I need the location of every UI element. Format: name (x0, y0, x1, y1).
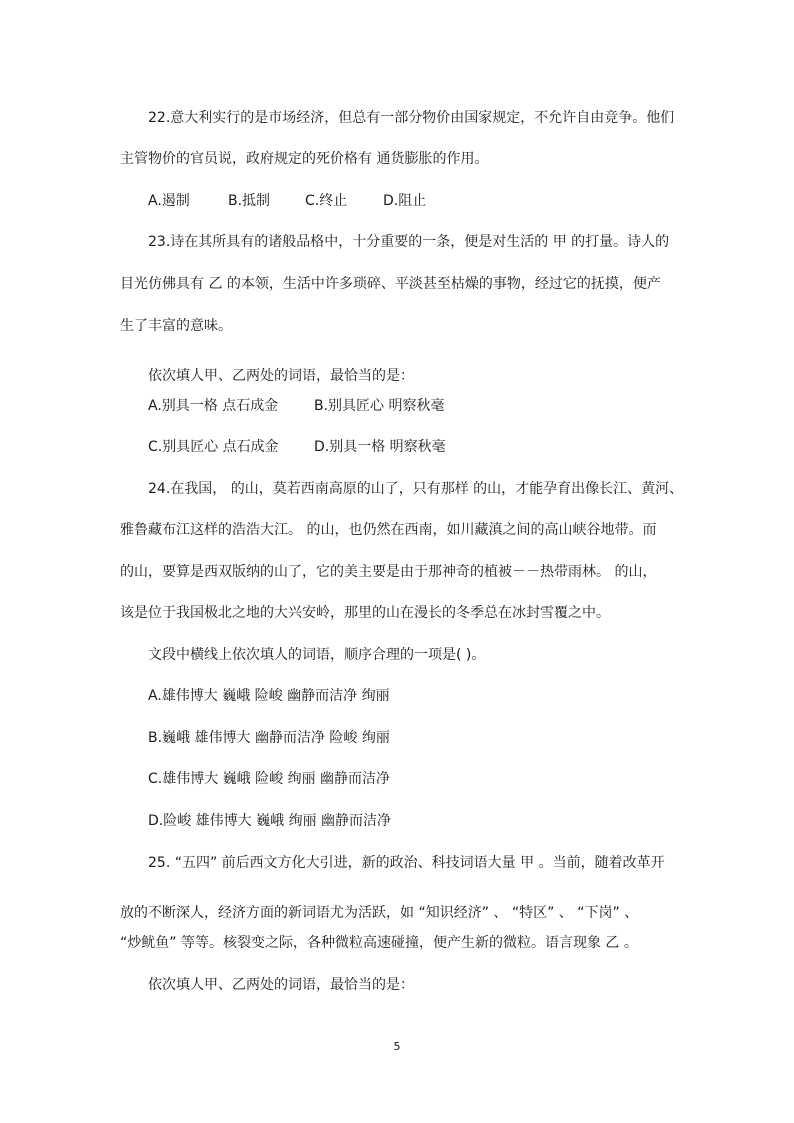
page-number: 5 (393, 1040, 401, 1053)
q25-line-2: 放的不断深人，经济方面的新词语尤为活跃，如 “知识经济” 、 “特区” 、 “下岗” 、 (120, 905, 639, 921)
q24-prompt: 文段中横线上依次填人的词语，顺序合理的一项是( )。 (148, 647, 486, 663)
q22-line-2: 主管物价的官员说，政府规定的死价格有 通货膨胀的作用。 (120, 151, 489, 167)
q24-option-a: A.雄伟博大 巍峨 险峻 幽静而洁净 绚丽 (148, 688, 390, 704)
q25-line-3: “炒鱿鱼” 等等。核裂变之际，各种微粒高速碰撞，便产生新的微粒。语言现象 乙 。 (120, 935, 638, 951)
q22-option-b: B.抵制 (228, 193, 271, 209)
q22-option-c: C.终止 (305, 193, 348, 209)
q23-line-2: 目光仿佛具有 乙 的本领，生活中许多琐碎、平淡甚至枯燥的事物，经过它的抚摸，便产 (120, 276, 661, 292)
q23-option-d: D.别具一格 明察秋毫 (314, 439, 446, 455)
q23-line-3: 生了丰富的意味。 (120, 318, 232, 334)
q23-option-b: B.别具匠心 明察秋毫 (314, 398, 445, 414)
q23-option-c: C.别具匠心 点石成金 (148, 439, 279, 455)
q24-option-c: C.雄伟博大 巍峨 险峻 绚丽 幽静而洁净 (148, 771, 391, 787)
q22-option-a: A.遏制 (148, 193, 190, 209)
q23-prompt: 依次填人甲、乙两处的词语，最恰当的是： (148, 368, 414, 384)
q24-line-3: 的山，要算是西双版纳的山了，它的美主要是由于那神奇的植被－－热带雨林。 的山， (120, 564, 657, 580)
q22-option-d: D.阻止 (383, 193, 427, 209)
q24-line-1: 24.在我国， 的山，莫若西南高原的山了，只有那样 的山，才能孕育出像长江、黄河、 (148, 481, 684, 497)
q22-line-1: 22.意大利实行的是市场经济，但总有一部分物价由国家规定，不允许自由竞争。他们 (148, 110, 675, 126)
q24-line-2: 雅鲁藏布江这样的浩浩大江。 的山，也仍然在西南，如川藏滇之间的高山峡谷地带。而 (120, 522, 657, 538)
q24-option-d: D.险峻 雄伟博大 巍峨 绚丽 幽静而洁净 (148, 813, 392, 829)
q24-option-b: B.巍峨 雄伟博大 幽静而洁净 险峻 绚丽 (148, 730, 390, 746)
q24-line-4: 该是位于我国极北之地的大兴安岭，那里的山在漫长的冬季总在冰封雪覆之中。 (120, 605, 610, 621)
q23-line-1: 23.诗在其所具有的诸般品格中，十分重要的一条，便是对生活的 甲 的打量。诗人的 (148, 234, 670, 250)
q25-line-1: 25. “五四” 前后西文方化大引进，新的政治、科技词语大量 甲 。当前，随着改革开 (148, 855, 665, 871)
q25-prompt: 依次填人甲、乙两处的词语，最恰当的是： (148, 977, 414, 993)
q23-option-a: A.别具一格 点石成金 (148, 398, 279, 414)
